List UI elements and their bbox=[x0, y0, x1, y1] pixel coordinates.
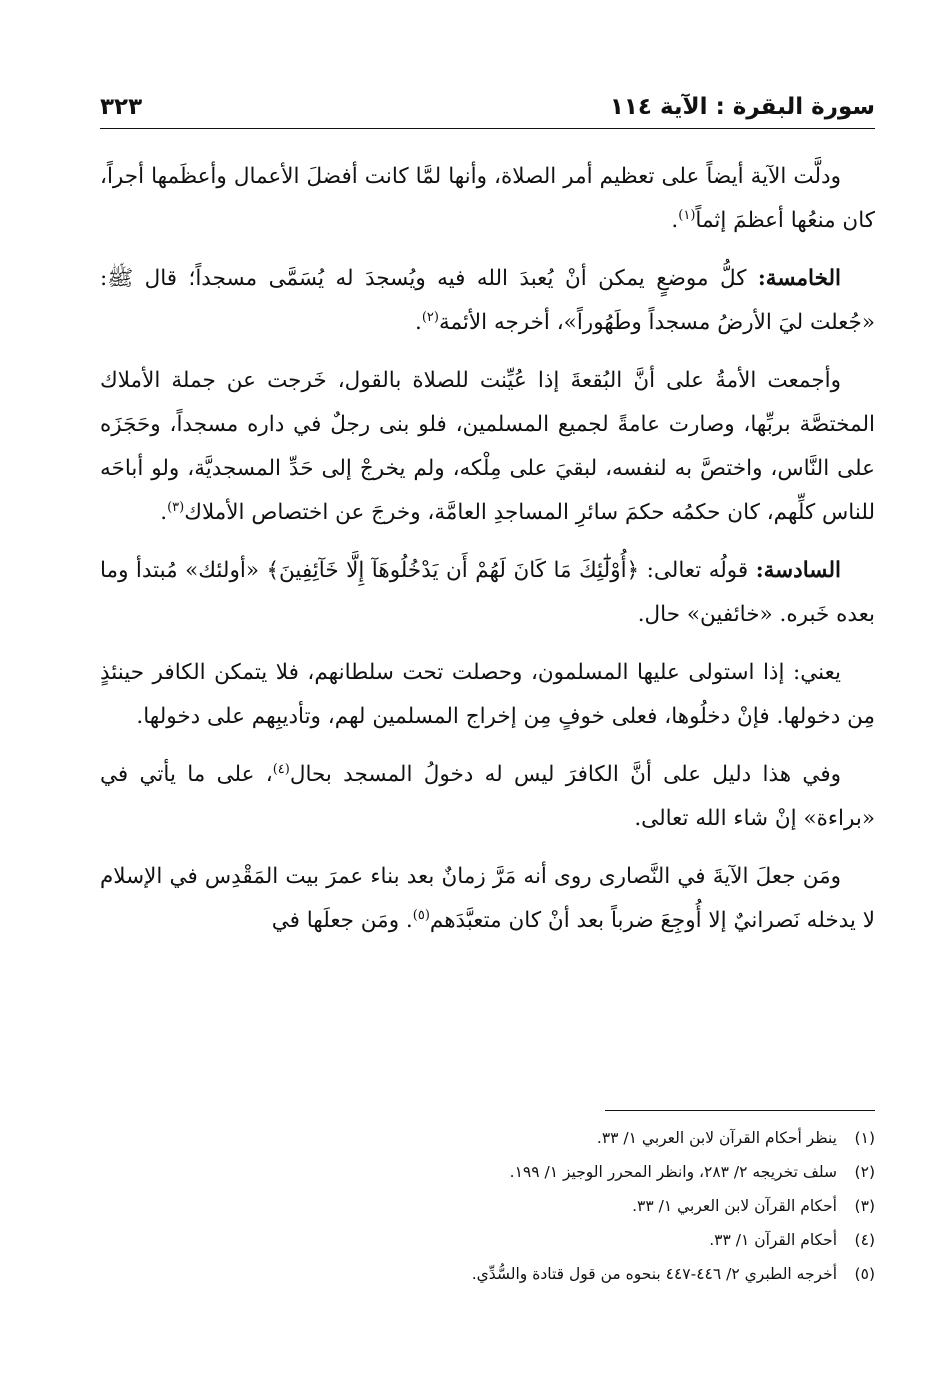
paragraph-sixth: السادسة: قولُه تعالى: ﴿أُوْلَٰٓئِكَ مَا كَانَ لَهُمْ أَن يَدْخُلُوهَآ إِلَّا خَآئِفِينَ﴾ «أولئك» مُبتدأ وما بعده خَبره. «خائفين» حال. bbox=[100, 558, 875, 627]
paragraph-meaning: يعني: إذا استولى عليها المسلمون، وحصلت تحت سلطانهم، فلا يتمكن الكافر حينئذٍ مِن دخولها. فإنْ دخلُوها، فعلى خوفٍ مِن إخراج المسلمين لهم، وتأديبِهم على دخولها. bbox=[100, 660, 875, 729]
page-header bbox=[100, 88, 875, 129]
book-page bbox=[100, 88, 875, 1328]
section-lead: الخامسة: bbox=[757, 266, 841, 291]
footnote-ref[interactable]: (٤) bbox=[272, 761, 290, 777]
footnote-ref[interactable]: (٣) bbox=[167, 499, 185, 515]
footnote-item: (٥)أخرجه الطبري ٢/ ٤٤٦-٤٤٧ بنحوه من قول قتادة والسُّدِّي. bbox=[471, 1265, 875, 1283]
paragraph-fifth: الخامسة: كلُّ موضعٍ يمكن أنْ يُعبدَ الله فيه ويُسجدَ له يُسَمَّى مسجداً؛ قال ﷺ: «جُعلت ليَ الأرضُ مسجداً وطَهُوراً»، أخرجه الأئمة$^{(٢)}$. bbox=[100, 266, 875, 335]
footnote-divider bbox=[605, 1110, 875, 1111]
footnote-item: (١)ينظر أحكام القرآن لابن العربي ١/ ٣٣. bbox=[596, 1129, 875, 1147]
footnote-ref[interactable]: (٢) bbox=[421, 309, 439, 325]
paragraph-prayer-importance: ودلَّت الآية أيضاً على تعظيم أمر الصلاة، وأنها لمَّا كانت أفضلَ الأعمال وأعظَمها أجراً، كان منعُها أعظمَ إثماً$^{(١)}$. bbox=[100, 164, 875, 233]
footnote-ref[interactable]: (٥) bbox=[412, 907, 430, 923]
paragraph-christians: ومَن جعلَ الآيةَ في النَّصارى روى أنه مَرَّ زمانٌ بعد بناء عمرَ بيت المَقْدِس في الإسلام لا يدخله نَصرانيٌ إلا أُوجِعَ ضرباً بعد أنْ كان متعبَّدَهم$^{(٥)}$. ومَن جعلَها في bbox=[100, 864, 875, 933]
paragraph-evidence: وفي هذا دليل على أنَّ الكافرَ ليس له دخولُ المسجد بحال$^{(٤)}$، على ما يأتي في «براءة» إنْ شاء الله تعالى. bbox=[100, 761, 875, 831]
footnote-item: (٢)سلف تخريجه ٢/ ٢٨٣، وانظر المحرر الوجيز ١/ ١٩٩. bbox=[509, 1163, 875, 1181]
running-title: سورة البقرة : الآية ١١٤ bbox=[609, 94, 875, 120]
page-number: ٣٢٣ bbox=[100, 94, 143, 120]
section-lead: السادسة: bbox=[755, 558, 841, 583]
footnote-item: (٣)أحكام القرآن لابن العربي ١/ ٣٣. bbox=[632, 1197, 875, 1215]
footnote-item: (٤)أحكام القرآن ١/ ٣٣. bbox=[709, 1231, 875, 1249]
main-text bbox=[100, 155, 875, 943]
footnote-ref[interactable]: (١) bbox=[678, 207, 696, 223]
footnotes bbox=[100, 1110, 875, 1291]
paragraph-consensus: وأجمعت الأمةُ على أنَّ البُقعةَ إذا عُيِّنت للصلاة بالقول، خَرجت عن جملة الأملاك المختصَّة بربِّها، وصارت عامةً لجميع المسلمين، فلو بنى رجلٌ في داره مسجداً، وحَجَزَه على النَّاس، واختصَّ به لنفسه، لبقيَ على مِلْكه، ولم يخرجْ إلى حَدِّ المسجديَّة، ولو أباحَه للناس كلِّهم، كان حكمُه حكمَ سائرِ المساجدِ العامَّة، وخرجَ عن اختصاص الأملاك$^{(٣)}$. bbox=[100, 368, 875, 525]
